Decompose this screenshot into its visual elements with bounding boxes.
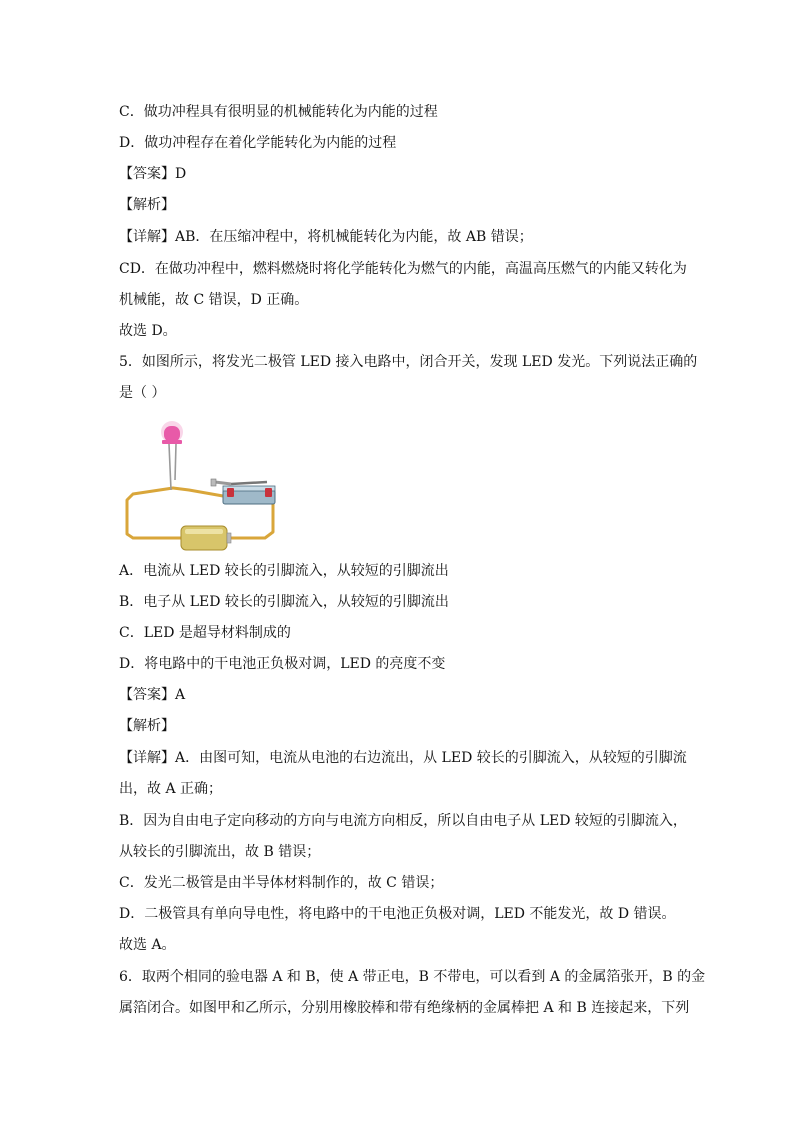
led-icon — [161, 421, 183, 444]
conclusion-q5: 故选 A。 — [119, 937, 176, 953]
detail-q4-line3: 机械能，故 C 错误，D 正确。 — [119, 292, 309, 308]
answer-q4: 【答案】D — [119, 166, 187, 182]
detail-q5-line2: 出，故 A 正确； — [119, 781, 223, 797]
analysis-heading-q5: 【解析】 — [119, 718, 175, 734]
led-short-leg — [175, 444, 176, 480]
detail-q5-line3: B．因为自由电子定向移动的方向与电流方向相反，所以自由电子从 LED 较短的引脚流入， — [119, 813, 687, 829]
detail-q4-line2: CD．在做功冲程中，燃料燃烧时将化学能转化为燃气的内能，高温高压燃气的内能又转化为 — [119, 261, 687, 277]
detail-q5-line6: D．二极管具有单向导电性，将电路中的干电池正负极对调，LED 不能发光，故 D 错误。 — [119, 906, 676, 922]
question-6-stem-line2: 属箔闭合。如图甲和乙所示，分别用橡胶棒和带有绝缘柄的金属棒把 A 和 B 连接起来，下列 — [119, 1000, 690, 1016]
option-d-q4: D．做功冲程存在着化学能转化为内能的过程 — [119, 135, 397, 151]
option-b-q5: B．电子从 LED 较长的引脚流入，从较短的引脚流出 — [119, 594, 449, 610]
circuit-wire-top — [173, 488, 223, 496]
option-c-q5: C．LED 是超导材料制成的 — [119, 625, 291, 641]
detail-q5-line4: 从较长的引脚流出，故 B 错误； — [119, 844, 321, 860]
led-circuit-figure — [119, 416, 285, 556]
question-5-stem-line2: 是（ ） — [119, 385, 166, 401]
option-c-q4: C．做功冲程具有很明显的机械能转化为内能的过程 — [119, 104, 438, 120]
analysis-heading-q4: 【解析】 — [119, 197, 175, 213]
switch-icon — [211, 479, 275, 504]
detail-q5-line5: C．发光二极管是由半导体材料制作的，故 C 错误； — [119, 875, 444, 891]
detail-q4-line1: 【详解】AB．在压缩冲程中，将机械能转化为内能，故 AB 错误； — [119, 229, 533, 245]
option-a-q5: A．电流从 LED 较长的引脚流入，从较短的引脚流出 — [119, 563, 449, 579]
conclusion-q4: 故选 D。 — [119, 323, 177, 339]
option-d-q5: D．将电路中的干电池正负极对调，LED 的亮度不变 — [119, 656, 446, 672]
question-6-stem-line1: 6．取两个相同的验电器 A 和 B，使 A 带正电，B 不带电，可以看到 A 的金属箔张开，B 的金 — [119, 969, 706, 985]
detail-q5-line1: 【详解】A．由图可知，电流从电池的右边流出，从 LED 较长的引脚流入，从较短的引脚流 — [119, 750, 687, 766]
question-5-stem-line1: 5．如图所示，将发光二极管 LED 接入电路中，闭合开关，发现 LED 发光。下列说法正确的 — [119, 354, 698, 370]
answer-q5: 【答案】A — [119, 687, 186, 703]
battery-icon — [181, 526, 231, 550]
led-long-leg — [169, 444, 171, 490]
